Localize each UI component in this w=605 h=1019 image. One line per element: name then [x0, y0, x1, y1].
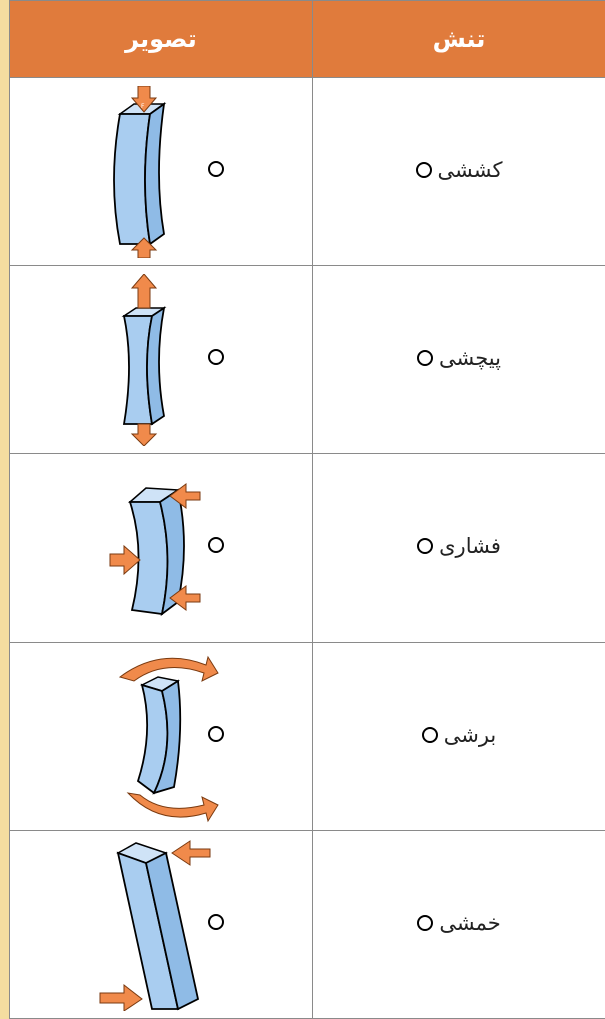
image-cell: [10, 266, 313, 454]
stress-matching-table: [9, 0, 605, 1019]
compressed-bar-icon: [80, 86, 230, 258]
stress-choice-circle[interactable]: [422, 727, 438, 743]
stress-label: پیچشی: [439, 346, 501, 371]
stress-cell: [313, 78, 605, 266]
image-cell: [10, 830, 313, 1018]
image-cell: [10, 78, 313, 266]
image-choice-circle[interactable]: [208, 914, 224, 930]
table-row: [10, 454, 605, 642]
stress-cell: [313, 454, 605, 642]
stress-choice-circle[interactable]: [417, 915, 433, 931]
stress-label: کششی: [437, 158, 503, 182]
stress-cell: [313, 266, 605, 454]
stretched-bar-icon: [80, 274, 230, 446]
header-row: [10, 1, 605, 78]
stress-label: فشاری: [439, 534, 501, 559]
image-column-header: تصویر: [10, 1, 313, 78]
stress-column-header: تنش: [313, 1, 605, 78]
stress-choice-circle[interactable]: [417, 538, 433, 554]
table-row: [10, 78, 605, 266]
stress-label: خمشی: [439, 910, 501, 935]
image-cell: [10, 454, 313, 642]
table-row: [10, 266, 605, 454]
table-row: [10, 642, 605, 830]
stress-choice-circle[interactable]: [416, 162, 432, 178]
bent-bar-icon: [80, 462, 230, 634]
stress-label: برشی: [443, 722, 497, 747]
stress-cell: [313, 642, 605, 830]
stress-choice-circle[interactable]: [417, 350, 433, 366]
stress-cell: [313, 830, 605, 1018]
image-cell: [10, 642, 313, 830]
table-row: [10, 830, 605, 1018]
force-label: F: [141, 103, 145, 110]
image-choice-circle[interactable]: [208, 726, 224, 742]
image-choice-circle[interactable]: [208, 161, 224, 177]
